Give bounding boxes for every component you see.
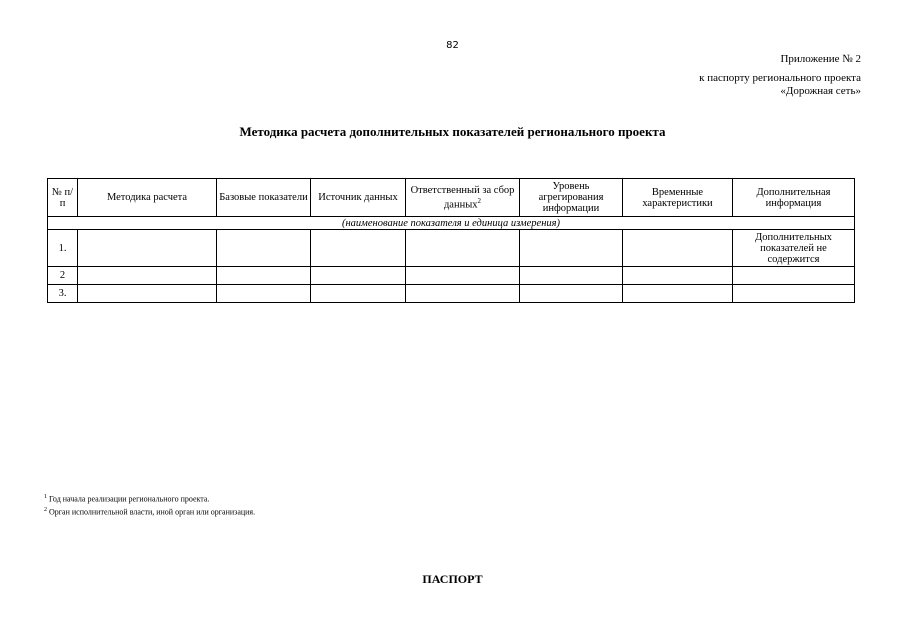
header-cell-base-indicators: Базовые показатели	[217, 179, 311, 217]
footnote-2-mark: 2	[44, 506, 47, 513]
header-cell-responsible-label: Ответственный за сбор данных	[410, 184, 515, 211]
indicator-name-placeholder: (наименование показателя и единица измерения)	[48, 217, 855, 230]
table-row	[48, 285, 855, 303]
header-cell-time-characteristics: Временные характеристики	[623, 179, 733, 217]
row-number: 3.	[48, 285, 78, 303]
indicator-name-row	[48, 217, 855, 230]
appendix-project-name: «Дорожная сеть»	[780, 85, 861, 97]
table-cell	[406, 285, 520, 303]
table-cell	[78, 230, 217, 267]
header-cell-aggregation-level: Уровень агрегирования информации	[520, 179, 623, 217]
appendix-reference-line: к паспорту регионального проекта	[699, 72, 861, 84]
table-cell	[520, 285, 623, 303]
table-cell	[311, 285, 406, 303]
metrics-table	[47, 178, 855, 303]
footnote-1-mark: 1	[44, 494, 47, 500]
table-header-row	[48, 179, 855, 217]
header-cell-number: № п/п	[48, 179, 78, 217]
footnote-1	[44, 492, 255, 505]
table-cell	[406, 230, 520, 267]
footnotes	[44, 492, 255, 517]
footnote-mark-2: 2	[477, 196, 482, 205]
table-cell	[217, 285, 311, 303]
row-number: 1.	[48, 230, 78, 267]
header-cell-method: Методика расчета	[78, 179, 217, 217]
header-cell-additional-info: Дополнительная информация	[733, 179, 855, 217]
passport-heading: ПАСПОРТ	[422, 572, 483, 586]
header-cell-data-source: Источник данных	[311, 179, 406, 217]
table-cell	[78, 267, 217, 285]
document-title: Методика расчета дополнительных показателей регионального проекта	[239, 124, 666, 139]
appendix-header	[699, 53, 861, 98]
page-number: 82	[446, 40, 459, 51]
table-cell	[311, 267, 406, 285]
additional-info-cell: Дополнительных показателей не содержится	[733, 230, 855, 267]
table-cell	[623, 267, 733, 285]
table-cell	[623, 285, 733, 303]
additional-info-cell	[733, 285, 855, 303]
footnote-2	[44, 505, 255, 518]
footnote-1-text: Год начала реализации регионального проекта.	[49, 494, 210, 504]
table-cell	[623, 230, 733, 267]
footnote-2-text: Орган исполнительной власти, иной орган или организация.	[49, 507, 256, 517]
table-cell	[78, 285, 217, 303]
table-cell	[520, 230, 623, 267]
table-row	[48, 267, 855, 285]
table-cell	[406, 267, 520, 285]
additional-info-cell	[733, 267, 855, 285]
row-number: 2	[48, 267, 78, 285]
appendix-title: Приложение № 2	[780, 53, 861, 65]
table-cell	[217, 230, 311, 267]
table-cell	[217, 267, 311, 285]
table-cell	[311, 230, 406, 267]
table-cell	[520, 267, 623, 285]
table-row	[48, 230, 855, 267]
header-cell-responsible	[406, 179, 520, 217]
